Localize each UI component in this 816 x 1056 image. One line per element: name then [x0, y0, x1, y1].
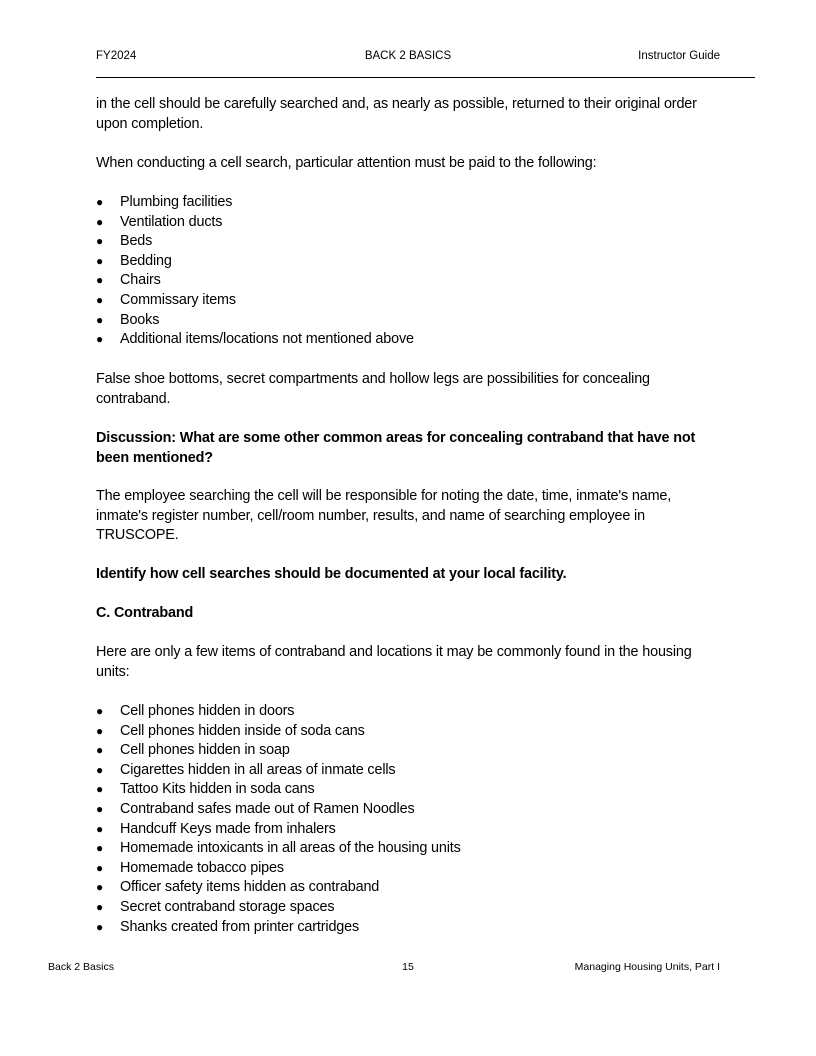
list-item-text: Officer safety items hidden as contraband — [120, 879, 380, 896]
bullet-icon: ● — [96, 214, 104, 229]
bullet-icon: ● — [96, 880, 104, 895]
paragraph-text: False shoe bottoms, secret compartments and hollow legs are possibilities for concealing contraband. — [96, 371, 650, 407]
list-item — [96, 820, 726, 840]
list-item — [96, 311, 726, 331]
list-item-text: Cell phones hidden inside of soda cans — [120, 722, 365, 739]
list-item-text: Bedding — [120, 252, 172, 269]
list-item-text: Cell phones hidden in soap — [120, 742, 290, 759]
list-item-text: Homemade tobacco pipes — [120, 859, 284, 876]
bullet-icon: ● — [96, 195, 104, 209]
list-item — [96, 252, 726, 272]
paragraph-cell-search-attention — [96, 154, 726, 174]
list-item — [96, 800, 726, 820]
list-item-text: Cigarettes hidden in all areas of inmate cells — [120, 761, 396, 778]
header-guide-type: Instructor Guide — [638, 50, 720, 62]
page-number: 15 — [402, 961, 414, 973]
bullet-icon: ● — [96, 253, 104, 268]
bullet-icon: ● — [96, 234, 104, 249]
list-item — [96, 291, 726, 311]
page-footer — [48, 961, 720, 975]
list-item-text: Homemade intoxicants in all areas of the housing units — [120, 840, 461, 857]
bullet-icon: ● — [96, 919, 104, 934]
list-item-text: Shanks created from printer cartridges — [120, 918, 360, 935]
paragraph-text: Here are only a few items of contraband and locations it may be commonly found in the housing units: — [96, 644, 692, 680]
footer-module-title: Managing Housing Units, Part I — [574, 961, 720, 973]
paragraph-text: in the cell should be carefully searched and, as nearly as possible, returned to their original order upon completion. — [96, 96, 697, 132]
bullet-icon: ● — [96, 292, 104, 307]
paragraph-cell-search-continuation — [96, 95, 726, 134]
list-item-text: Ventilation ducts — [120, 213, 223, 230]
discussion-question — [96, 429, 726, 468]
paragraph-text: Identify how cell searches should be documented at your local facility. — [96, 566, 567, 582]
paragraph-concealment — [96, 370, 726, 409]
section-heading-contraband — [96, 604, 726, 624]
bullet-icon: ● — [96, 332, 104, 347]
list-item-text: Chairs — [120, 272, 161, 289]
list-item — [96, 859, 726, 879]
list-item-text: Additional items/locations not mentioned above — [120, 331, 414, 348]
footer-program-name: Back 2 Basics — [48, 961, 114, 973]
bullet-icon: ● — [96, 704, 104, 718]
list-item — [96, 722, 726, 742]
bullet-icon: ● — [96, 801, 104, 816]
header-program-title: BACK 2 BASICS — [364, 50, 452, 62]
list-item-text: Books — [120, 311, 160, 328]
bullet-icon: ● — [96, 841, 104, 856]
paragraph-documentation — [96, 487, 726, 546]
list-item-text: Contraband safes made out of Ramen Noodles — [120, 800, 415, 817]
list-item — [96, 780, 726, 800]
bullet-icon: ● — [96, 723, 104, 738]
identify-instruction — [96, 565, 726, 585]
list-item — [96, 271, 726, 291]
header-fiscal-year: FY2024 — [96, 50, 137, 62]
list-item — [96, 741, 726, 761]
contraband-items-list — [96, 702, 726, 937]
bullet-icon: ● — [96, 782, 104, 797]
page-header — [96, 50, 720, 66]
list-item-text: Tattoo Kits hidden in soda cans — [120, 781, 315, 798]
list-item — [96, 898, 726, 918]
bullet-icon: ● — [96, 860, 104, 875]
bullet-icon: ● — [96, 273, 104, 288]
list-item — [96, 213, 726, 233]
paragraph-text: Discussion: What are some other common areas for concealing contraband that have not been mentioned? — [96, 430, 696, 466]
list-item — [96, 918, 726, 938]
list-item — [96, 839, 726, 859]
list-item-text: Plumbing facilities — [120, 194, 233, 210]
bullet-icon: ● — [96, 743, 104, 758]
paragraph-text: When conducting a cell search, particular attention must be paid to the following: — [96, 155, 597, 171]
list-item — [96, 232, 726, 252]
list-item — [96, 193, 726, 213]
list-item-text: Cell phones hidden in doors — [120, 703, 295, 719]
paragraph-text: The employee searching the cell will be responsible for noting the date, time, inmate's name, inmate's register number, cell/room number, results, and name of searching employee in TRUSCOPE. — [96, 488, 672, 544]
list-item — [96, 878, 726, 898]
list-item — [96, 761, 726, 781]
bullet-icon: ● — [96, 821, 104, 836]
list-item — [96, 702, 726, 722]
search-areas-list — [96, 193, 726, 350]
list-item-text: Handcuff Keys made from inhalers — [120, 820, 336, 837]
header-divider — [96, 77, 755, 78]
heading-text: C. Contraband — [96, 605, 194, 621]
list-item-text: Commissary items — [120, 291, 236, 308]
bullet-icon: ● — [96, 762, 104, 777]
bullet-icon: ● — [96, 899, 104, 914]
paragraph-contraband-intro — [96, 643, 726, 682]
list-item — [96, 330, 726, 350]
bullet-icon: ● — [96, 312, 104, 327]
list-item-text: Secret contraband storage spaces — [120, 898, 335, 915]
list-item-text: Beds — [120, 233, 153, 250]
